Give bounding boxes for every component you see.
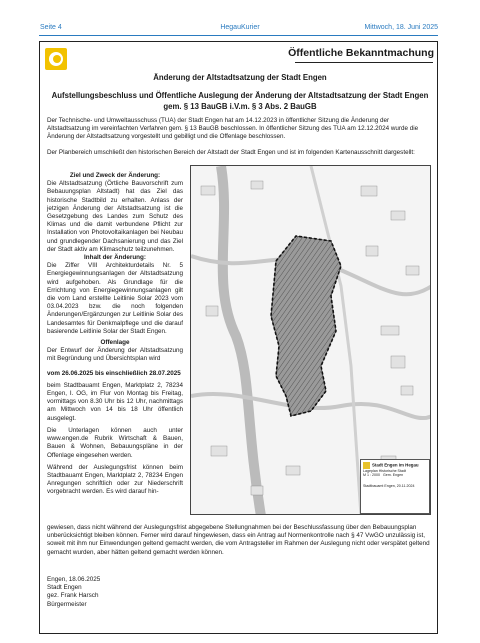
signature-role: Bürgermeister: [47, 600, 87, 608]
objection-text: Während der Auslegungsfrist können beim Stadtbauamt Engen, Marktplatz 2, 78234 Engen Anregungen schriftlich oder zur Niederschrift vorgebracht werden. Es wird darauf hin-: [47, 463, 183, 496]
legend-subtitle: Lageplan Historische Stadt: [363, 469, 406, 473]
issue-date: Mittwoch, 18. Juni 2025: [364, 24, 438, 31]
signature-name: gez. Frank Harsch: [47, 592, 99, 600]
newspaper-name: HegauKurier: [220, 24, 260, 31]
continuation-text: gewiesen, dass nicht während der Auslegungsfrist abgegebene Stellungnahmen bei der Beschlussfassung über den Bebauungsplan unberücksichtigt bleiben können. Ferner wird darauf hingewiesen, dass ein Antrag auf Normenkontrolle nach § 47 VwGO unzulässig ist, soweit mit ihm nur Einwendungen geltend gemacht werden, die vom Antragsteller im Rahmen der Auslegung nicht oder verspätet geltend gemacht wurden, aber hätten geltend gemacht werden können.: [47, 524, 430, 556]
legend-footer: Stadtbauamt Engen, 20.11.2024: [363, 483, 415, 488]
online-text: Die Unterlagen können auch unter www.engen.de Rubrik Wirtschaft & Bauen, Bauen & Wohnen, Bebauungspläne in der Offenlage eingesehen werden.: [47, 426, 183, 459]
planarea-paragraph: Der Planbereich umschließt den historischen Bereich der Altstadt der Stadt Engen und ist im folgenden Kartenausschnitt dargestellt:: [47, 149, 415, 156]
signature-city: Stadt Engen: [47, 584, 82, 592]
offenlage-heading: Offenlage: [100, 339, 130, 347]
left-column: [47, 172, 183, 497]
announcement-subtitle: Aufstellungsbeschluss und Öffentliche Auslegung der Änderung der Altstadtsatzung der Stadt Engen gem. § 13 BauGB i.V.m. § 3 Abs. 2 BauGB: [51, 91, 429, 111]
legend-title: Stadt Engen im Hegau: [372, 462, 419, 468]
map-legend: [360, 459, 430, 514]
section-title: Öffentliche Bekanntmachung: [288, 47, 434, 59]
announcement-title: Änderung der Altstadtsatzung der Stadt Engen: [153, 73, 327, 82]
location-text: beim Stadtbauamt Engen, Marktplatz 2, 78234 Engen, I. OG, im Flur von Montag bis Freitag, vormittags von 8.30 Uhr bis 12 Uhr, nachmittags am Mittwoch von 14 bis 18 Uhr öffentlich ausgelegt.: [47, 381, 183, 422]
goal-heading: Ziel und Zweck der Änderung:: [69, 172, 161, 179]
section-rule: [295, 62, 433, 63]
signature-date: Engen, 18.06.2025: [47, 576, 101, 583]
legend-scale: M 1 : 2000: [363, 473, 380, 478]
legend-location: Gem. Engen: [382, 473, 404, 478]
page-number: Seite 4: [40, 24, 62, 31]
signature-block: [47, 576, 100, 609]
city-logo-icon: [45, 48, 67, 70]
legend-logo-icon: [363, 462, 370, 469]
header-rule: [39, 35, 438, 36]
offenlage-period: vom 26.06.2025 bis einschließlich 28.07.2025: [47, 369, 181, 377]
intro-paragraph: Der Technische- und Umweltausschuss (TUA) der Stadt Engen hat am 14.12.2023 in öffentlicher Sitzung die Änderung der Altstadtsatzung im vereinfachten Verfahren gem. § 13 BauGB beschlossen. In öffentlicher Sitzung des TUA am 12.12.2024 wurde die Änderung der Altstadtsatzung vorgestellt und gebilligt und die Offenlage beschlossen.: [47, 117, 419, 141]
offenlage-text: Der Entwurf der Änderung der Altstadtsatzung mit Begründung und Übersichtsplan wird: [47, 347, 183, 363]
goal-text: Die Altstadtsatzung (Örtliche Bauvorschrift zum Bebauungsplan Altstadt) hat das Ziel das historische Stadtbild zu erhalten. Anlass der jetzigen Änderung der Altstadtsatzung ist die Gesetzgebung des Landes zum Schutz des Klimas und die damit verbundene Pflicht zur Installation von Photovoltaikanlagen bei Neubau und grundlegender Dachsanierung und das Ziel der Stadt aktiv am Klimaschutz teilzunehmen.: [47, 180, 183, 253]
content-heading: Inhalt der Änderung:: [84, 254, 146, 262]
content-text: Die Ziffer VIII Architekturdetails Nr. 5 Energiegewinnungsanlagen der Altstadtsatzung wird aufgehoben. Als Grundlage für die Errichtung von Energiegewinnungsanlagen gilt die vom Land erstellte Leitlinie Solar 2023 vom 03.04.2023 bzw. die noch folgenden Änderungen/Ergänzungen zur Leitlinie Solar des Landesamtes für Denkmalpflege und die darauf basierende Leitlinie Solar der Stadt Engen.: [47, 262, 183, 335]
